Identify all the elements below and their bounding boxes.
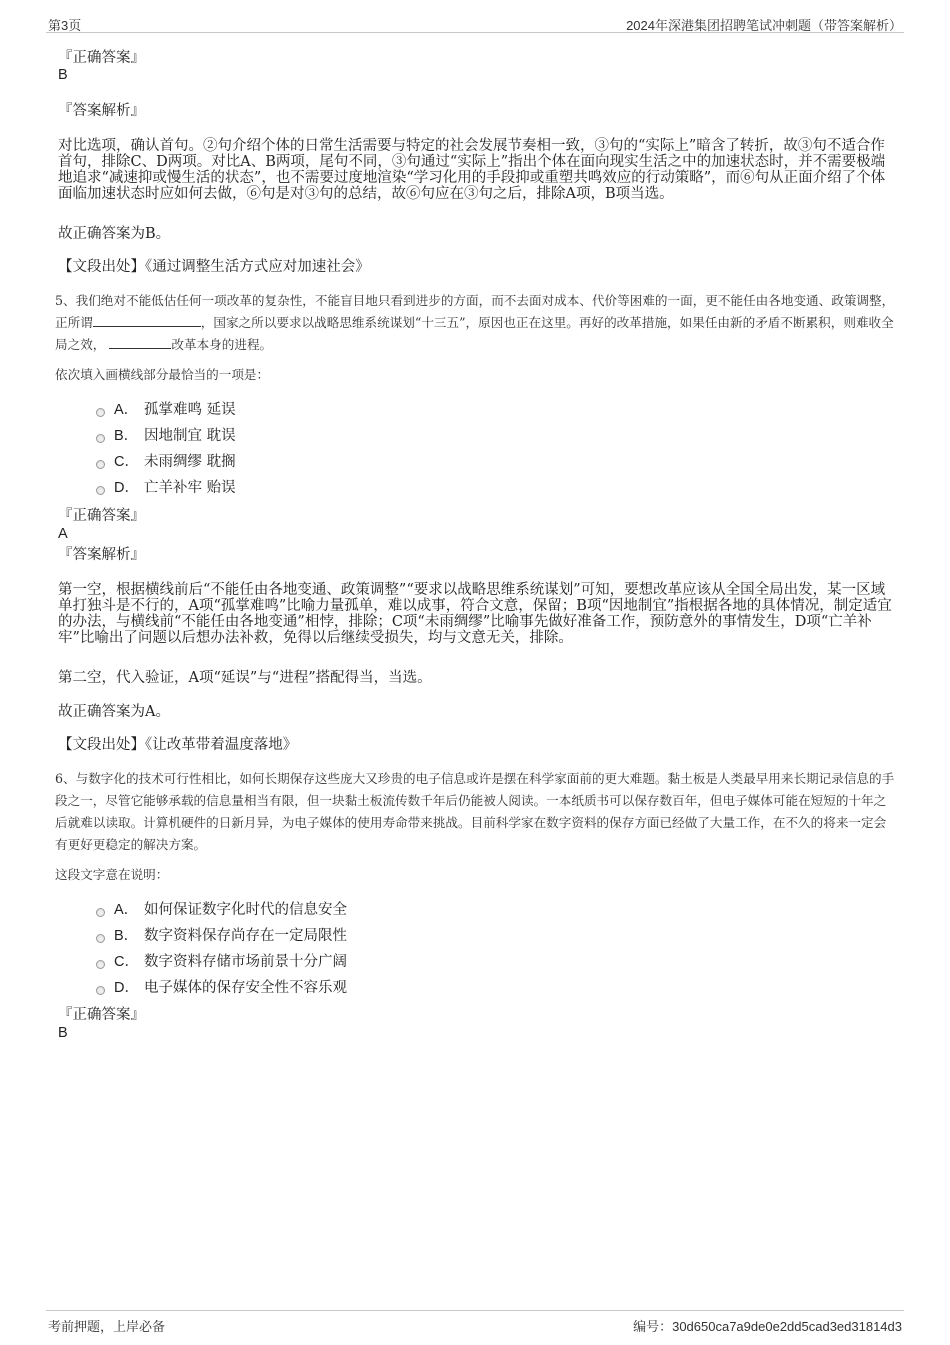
q5-option-c[interactable]: C． 未雨绸缪 耽搁 [96, 453, 236, 471]
radio-icon[interactable] [96, 408, 105, 417]
q6-option-b[interactable]: B． 数字资料保存尚存在一定局限性 [96, 927, 347, 945]
page-number: 第3页 [48, 18, 82, 33]
q4-source: 【文段出处】《通过调整生活方式应对加速社会》 [58, 259, 370, 275]
q5-stem: 5、我们绝对不能低估任何一项改革的复杂性，不能盲目地只看到进步的方面，而不去面对成本、代价等困难的一面，更不能任由各地变通、政策调整，正所谓 ，国家之所以要求以战略思维系统谋划“十三五”，原因也正在这里。再好的改革措施，如果任由新的矛盾不断累积，则难收全局之效， 改革本身的进程。 [55, 293, 895, 352]
q5-analysis-paragraph-2: 第二空，代入验证，A项“延误”与“进程”搭配得当，当选。 [58, 670, 432, 686]
q6-stem: 6、与数字化的技术可行性相比，如何长期保存这些庞大又珍贵的电子信息或许是摆在科学家面前的更大难题。黏土板是人类最早用来长期记录信息的手段之一，尽管它能够承载的信息量相当有限，但一块黏土板流传数千年后仍能被人阅读。一本纸质书可以保存数百年，但电子媒体可能在短短的十年之后就难以读取。计算机硬件的日新月异，为电子媒体的使用寿命带来挑战。目前科学家在数字资料的保存方面已经做了大量工作，在不久的将来一定会有更好更稳定的解决方案。 [55, 771, 895, 852]
q6-answer: B [58, 1025, 68, 1041]
radio-icon[interactable] [96, 486, 105, 495]
q4-answer-heading: 『正确答案』 [58, 50, 145, 66]
document-title: 2024年深港集团招聘笔试冲刺题（带答案解析） [626, 18, 902, 33]
q4-analysis-paragraph-2: 故正确答案为B。 [58, 226, 171, 242]
radio-icon[interactable] [96, 986, 105, 995]
q6-option-d[interactable]: D． 电子媒体的保存安全性不容乐观 [96, 979, 347, 997]
q4-answer: B [58, 67, 68, 83]
document-code: 编号：30d650ca7a9de0e2dd5cad3ed31814d3 [633, 1319, 902, 1335]
q5-answer: A [58, 526, 68, 542]
q5-analysis-paragraph-1: 第一空，根据横线前后“不能任由各地变通、政策调整”“要求以战略思维系统谋划”可知，要想改革应该从全国全局出发，某一区域单打独斗是不行的，A项“孤掌难鸣”比喻力量孤单，难以成事，符合文意，保留；B项“因地制宜”指根据各地的具体情况，制定适宜的办法，与横线前“不能任由各地变通”相悖，排除；C项“未雨绸缪”比喻事先做好准备工作，预防意外的事情发生，D项“亡羊补牢”比喻出了问题以后想办法补救，免得以后继续受损失，均与文意无关，排除。 [58, 582, 892, 646]
radio-icon[interactable] [96, 434, 105, 443]
q5-answer-heading: 『正确答案』 [58, 508, 145, 524]
radio-icon[interactable] [96, 908, 105, 917]
radio-icon[interactable] [96, 934, 105, 943]
page-header [46, 14, 904, 33]
q6-answer-heading: 『正确答案』 [58, 1007, 145, 1023]
q5-blank-1 [93, 314, 201, 327]
q6-option-c[interactable]: C． 数字资料存储市场前景十分广阔 [96, 953, 347, 971]
footer-slogan: 考前押题，上岸必备 [48, 1320, 166, 1335]
q5-blank-2 [109, 336, 171, 349]
page-footer [46, 1310, 904, 1337]
radio-icon[interactable] [96, 960, 105, 969]
q5-analysis-heading: 『答案解析』 [58, 547, 145, 563]
q5-option-d[interactable]: D． 亡羊补牢 贻误 [96, 479, 236, 497]
q5-option-b[interactable]: B． 因地制宜 耽误 [96, 427, 236, 445]
q5-analysis-paragraph-3: 故正确答案为A。 [58, 704, 170, 720]
q6-option-a[interactable]: A． 如何保证数字化时代的信息安全 [96, 901, 347, 919]
q6-prompt: 这段文字意在说明： [55, 867, 169, 882]
q5-prompt: 依次填入画横线部分最恰当的一项是： [55, 367, 270, 382]
q4-analysis-paragraph-1: 对比选项，确认首句。②句介绍个体的日常生活需要与特定的社会发展节奏相一致，③句的“实际上”暗含了转折，故③句不适合作首句，排除C、D两项。对比A、B两项，尾句不同，③句通过“实际上”指出个体在面向现实生活之中的加速状态时，并不需要极端地追求“减速抑或慢生活的状态”，也不需要过度地渲染“学习化用的手段抑或重塑共鸣效应的行动策略”，而⑥句从正面介绍了个体面临加速状态时应如何去做，⑥句是对③句的总结，故⑥句应在③句之后，排除A项，B项当选。 [58, 138, 886, 202]
radio-icon[interactable] [96, 460, 105, 469]
q5-option-a[interactable]: A． 孤掌难鸣 延误 [96, 401, 236, 419]
q4-analysis-heading: 『答案解析』 [58, 103, 145, 119]
q5-source: 【文段出处】《让改革带着温度落地》 [58, 737, 298, 753]
